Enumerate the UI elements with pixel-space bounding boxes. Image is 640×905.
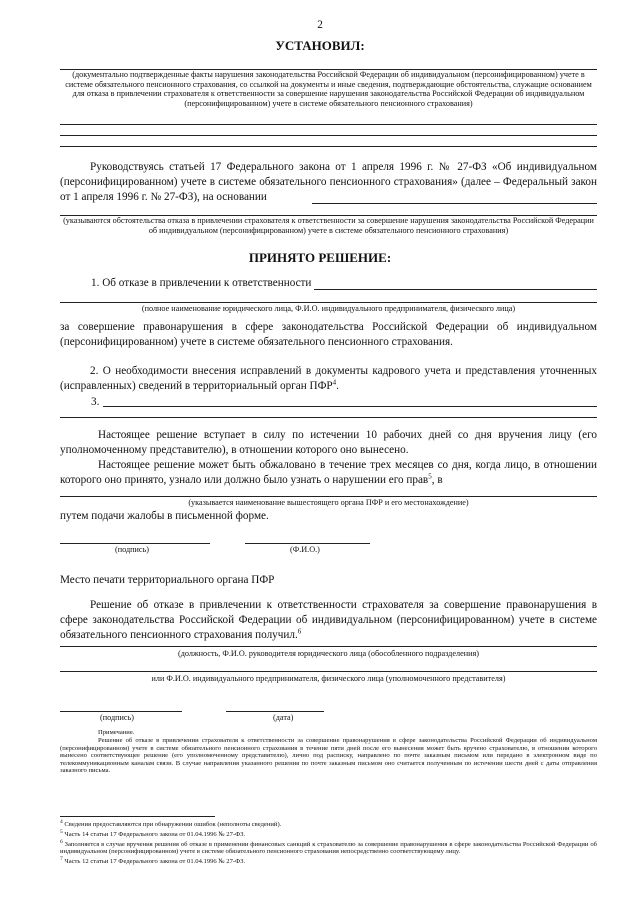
guided-caption: (указываются обстоятельства отказа в привлечении страхователя к ответственности за совершение нарушения законодательства Российской Федерации об индивидуальном (персонифицированном) учете в системе обязательного пенсионного страхования) [63,216,594,235]
page-number: 2 [317,19,323,31]
date-label: (дата) [273,713,294,722]
established-caption: (документально подтвержденные факты нарушения законодательства Российской Федерации об индивидуальном (персонифицированном) учете в системе обязательного пенсионного страхования, со ссылкой на документы и иные сведения, подтверждающие обстоятельства, служащие основанием для отказа в привлечении страхователя к ответственности за совершение нарушения законодательства Российской Федерации об индивидуальном (персонифицированном) учете в системе обязательного пенсионного страхования) [65,70,592,108]
blank-line [60,124,597,125]
item3-blank-line [103,406,597,407]
receipt-blank-line [60,646,597,647]
appeal-tail: путем подачи жалобы в письменной форме. [60,510,269,522]
name-line [245,543,370,544]
remark-title: Примечание. [98,729,135,736]
footnote-6: $^6$ Заполняется в случае вручения решения об отказе в применении финансовых санкций к страхователю за совершение правонарушения в сфере законодательства Российской Федерации об индивидуальном (персонифицированном) учете в системе обязательного пенсионного страхования непосредственно соответствующему лицу. [60,838,597,856]
guided-text: Руководствуясь статьей 17 Федерального закона от 1 апреля 1996 г. № 27-ФЗ «Об индивидуальном (персонифицированном) учете в системе обязательного пенсионного страхования» (далее – Федеральный закон от 1 апреля 1996 г. № 27-ФЗ), на основании [60,161,597,203]
footnote-4: $^4$ Сведения предоставляются при обнаружении ошибок (неполноты сведений). [60,819,282,829]
remark-text: Решение об отказе в привлечении страхователя к ответственности за совершение правонарушения в сфере законодательства Российской Федерации об индивидуальном (персонифицированном) учете в системе обязательного пенсионного страхования в течение пяти дней после его вынесения может быть вручено страхователю, в отношении которого вынесено соответствующее решение (его уполномоченному представителю), лично под расписку, направлено по почте заказным письмом или передано в электронном виде по телекоммуникационным каналам связи. В случае направления указанного решения по почте заказным письмом оно считается полученным по истечении шести дней с даты отправления заказного письма. [60,737,597,775]
decision-heading: ПРИНЯТО РЕШЕНИЕ: [248,250,392,265]
receipt-blank-line [60,671,597,672]
footnote-ref-5: 5 [428,472,432,481]
item1-blank-line [314,289,597,290]
stamp-place: Место печати территориального органа ПФР [60,574,275,586]
blank-line [60,146,597,147]
decision-item-1: 1. Об отказе в привлечении к ответственности [91,277,312,289]
blank-line [60,135,597,136]
footnote-ref-6: 6 [297,627,302,636]
signature-label: (подпись) [115,545,149,554]
basis-blank-line [312,203,597,204]
item2-text: 2. О необходимости внесения исправлений в документы кадрового учета и представления уточненных (исправленных) сведений в территориальный орган ПФР [60,365,597,392]
receipt-text: Решение об отказе в привлечении к ответственности страхователя за совершение правонарушения в сфере законодательства Российской Федерации об индивидуальном (персонифицированном) учете в системе обязательного пенсионного страхования получил. [60,599,597,641]
decision-item-3: 3. [91,396,100,408]
guided-paragraph [60,160,597,205]
item1-continuation: за совершение правонарушения в сфере законодательства Российской Федерации об индивидуальном (персонифицированном) учете в системе обязательного пенсионного страхования. [60,321,597,348]
signature-line [60,543,210,544]
signature-label: (подпись) [100,713,134,722]
receipt-caption-1: (должность, Ф.И.О. руководителя юридического лица (обособленного подразделения) [178,649,479,658]
signature-line [60,711,182,712]
appeal-text: Настоящее решение может быть обжаловано в течение трех месяцев со дня, когда лицо, в отношении которого оно принято, узнало или должно было узнать о нарушении его прав [60,459,597,486]
appeal-blank-line [60,496,597,497]
item1-caption: (полное наименование юридического лица, Ф.И.О. индивидуального предпринимателя, физического лица) [141,304,516,313]
date-line [226,711,324,712]
appeal-caption: (указывается наименование вышестоящего органа ПФР и его местонахождение) [188,498,469,507]
footnote-ref-4: 4 [332,378,337,387]
item1-name-line [60,302,597,303]
footnote-separator [60,816,215,817]
footnote-7: $^7$ Часть 12 статьи 17 Федерального закона от 01.04.1996 № 27-ФЗ. [60,855,246,866]
name-label: (Ф.И.О.) [290,545,320,554]
decision-item-2: 2. О необходимости внесения исправлений в документы кадрового учета и представления уточненных (исправленных) сведений в территориальный орган ПФР$^4$. [60,365,597,392]
footnote-5: $^5$ Часть 14 статьи 17 Федерального закона от 01.04.1996 № 27-ФЗ. [60,828,246,838]
appeal-text-end: , в [431,474,443,486]
receipt-caption-2: или Ф.И.О. индивидуального предпринимателя, физического лица (уполномоченного представителя) [151,674,506,683]
footnotes [60,819,597,866]
receipt-paragraph [60,598,597,643]
established-heading: УСТАНОВИЛ: [275,38,365,53]
effect-paragraph-2 [60,458,597,488]
blank-line [60,417,597,418]
effect-paragraph-1: Настоящее решение вступает в силу по истечении 10 рабочих дней со дня вручения лицу (его уполномоченному представителю), в отношении которого оно вынесено. [60,429,597,456]
